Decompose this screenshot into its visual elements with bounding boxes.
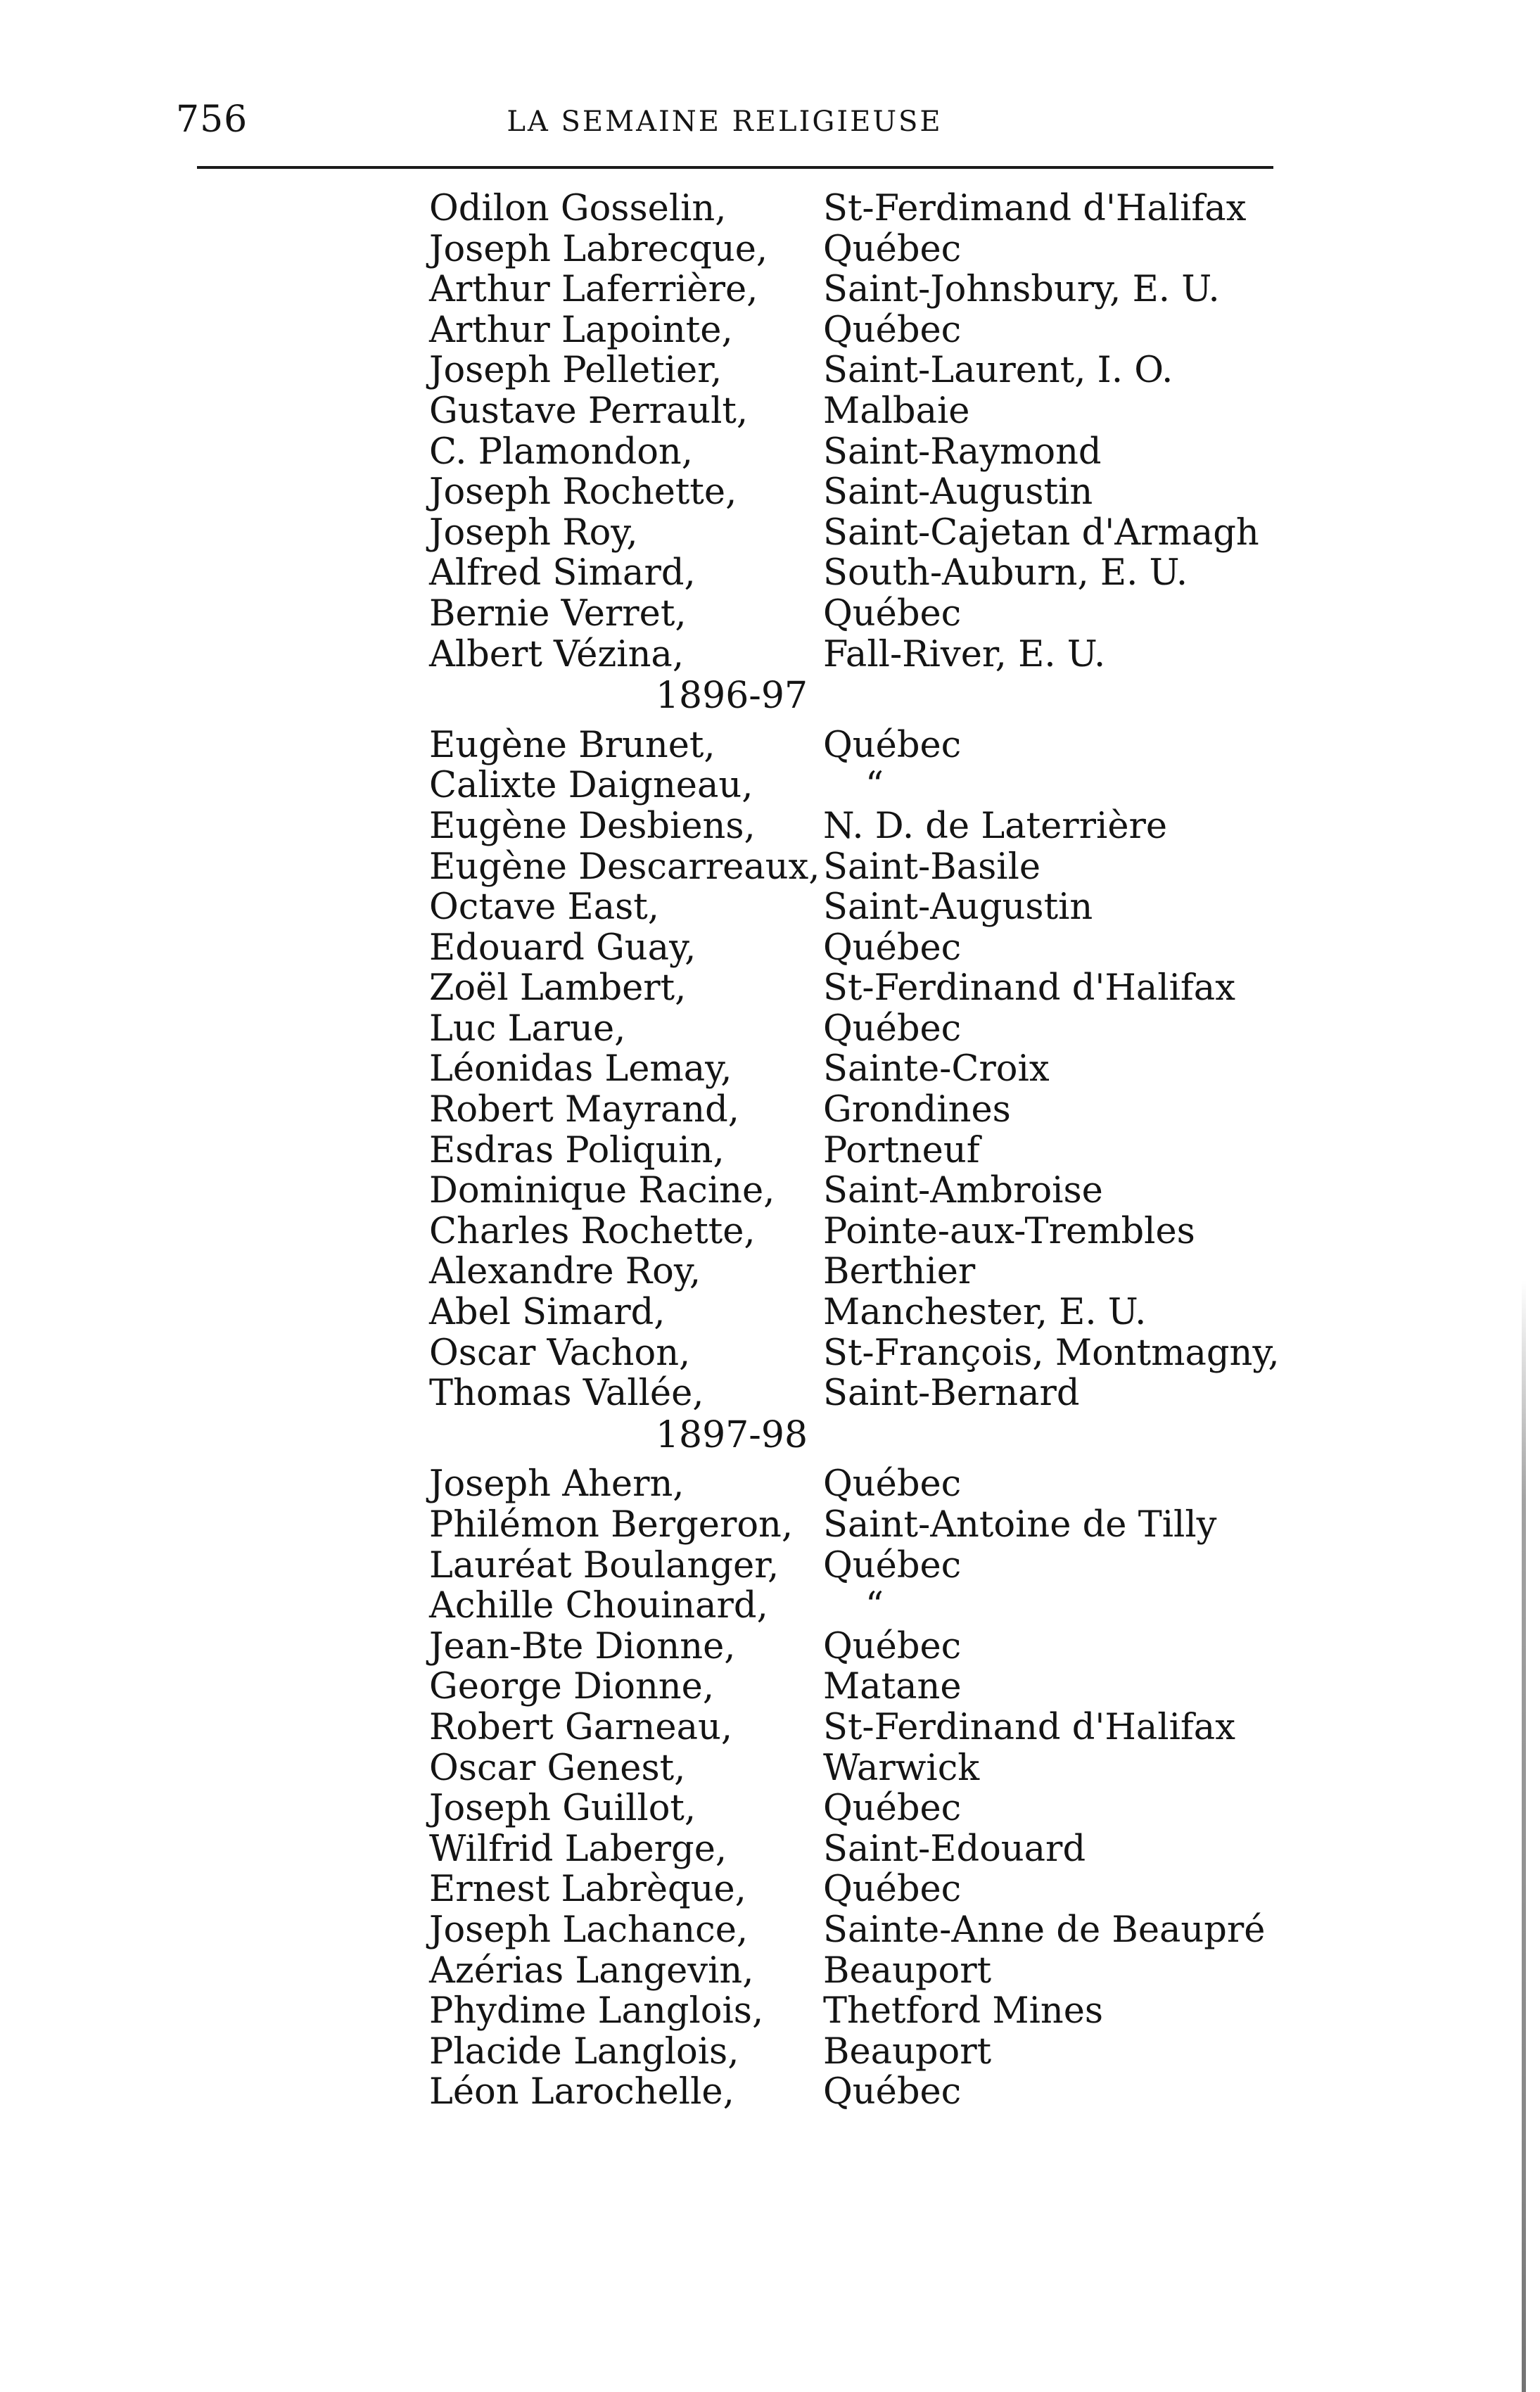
place-name: Québec xyxy=(823,1625,962,1667)
place-name: Sainte-Anne de Beaupré xyxy=(823,1909,1266,1951)
place-name: Saint-Augustin xyxy=(823,886,1093,929)
person-name: Eugène Desbiens, xyxy=(429,805,756,847)
list-item xyxy=(429,635,1302,675)
person-name: Odilon Gosselin, xyxy=(429,188,727,229)
person-name: Thomas Vallée, xyxy=(429,1373,704,1415)
place-name: Québec xyxy=(823,2071,962,2113)
list-item xyxy=(429,1829,1302,1870)
list-item xyxy=(429,229,1302,270)
list-item xyxy=(429,1910,1302,1951)
list-item xyxy=(429,1090,1302,1131)
running-title: LA SEMAINE RELIGIEUSE xyxy=(507,106,943,138)
person-name: Robert Garneau, xyxy=(429,1706,733,1748)
person-name: Oscar Genest, xyxy=(429,1747,686,1789)
place-name: St-Ferdimand d'Halifax xyxy=(823,188,1247,229)
place-name: Portneuf xyxy=(823,1129,980,1171)
list-item xyxy=(429,1505,1302,1546)
page-header xyxy=(176,98,1273,162)
list-item xyxy=(429,1333,1302,1374)
list-item xyxy=(429,1546,1302,1586)
ditto-mark: “ xyxy=(865,765,884,807)
list-item xyxy=(429,1049,1302,1090)
list-item xyxy=(429,269,1302,310)
ditto-mark: “ xyxy=(865,1585,884,1627)
list-item xyxy=(429,725,1302,766)
person-name: Lauréat Boulanger, xyxy=(429,1544,779,1586)
list-item xyxy=(429,189,1302,229)
list-item xyxy=(429,472,1302,513)
list-item xyxy=(429,1292,1302,1333)
place-name: Saint-Edouard xyxy=(823,1828,1086,1870)
person-name: Placide Langlois, xyxy=(429,2030,739,2073)
place-name: Québec xyxy=(823,592,962,635)
place-name: Québec xyxy=(823,1788,962,1830)
place-name: Saint-Cajetan d'Armagh xyxy=(823,511,1259,554)
person-name: George Dionne, xyxy=(429,1666,715,1708)
list-item xyxy=(429,1586,1302,1627)
person-name: Joseph Lachance, xyxy=(429,1909,749,1951)
person-name: Bernie Verret, xyxy=(429,592,687,635)
list-item xyxy=(429,1788,1302,1829)
person-name: Arthur Lapointe, xyxy=(429,309,733,351)
person-name: Zoël Lambert, xyxy=(429,967,687,1010)
person-name: Robert Mayrand, xyxy=(429,1089,739,1131)
list-item xyxy=(429,1951,1302,1992)
place-name: Matane xyxy=(823,1666,962,1708)
scan-edge-shadow xyxy=(1522,1280,1526,2392)
person-name: Joseph Ahern, xyxy=(429,1463,685,1506)
section-year-heading: 1896-97 xyxy=(655,675,808,718)
list-item xyxy=(429,391,1302,432)
place-name: Saint-Johnsbury, E. U. xyxy=(823,269,1220,311)
person-name: Léonidas Lemay, xyxy=(429,1048,732,1090)
list-item xyxy=(429,432,1302,473)
place-name: Québec xyxy=(823,724,962,766)
list-item xyxy=(429,1211,1302,1252)
person-name: Joseph Roy, xyxy=(429,511,638,554)
list-item xyxy=(429,1869,1302,1910)
person-name: Abel Simard, xyxy=(429,1292,666,1334)
person-name: Esdras Poliquin, xyxy=(429,1129,725,1171)
place-name: Beauport xyxy=(823,2030,992,2073)
list-item xyxy=(429,553,1302,594)
list-item xyxy=(429,350,1302,391)
list-item xyxy=(429,1252,1302,1292)
place-name: Québec xyxy=(823,1544,962,1586)
page-number: 756 xyxy=(176,98,248,141)
place-name: Manchester, E. U. xyxy=(823,1292,1147,1334)
list-item xyxy=(429,1748,1302,1789)
place-name: Malbaie xyxy=(823,390,970,432)
place-name: Warwick xyxy=(823,1747,980,1789)
place-name: Grondines xyxy=(823,1089,1011,1131)
person-name: Albert Vézina, xyxy=(429,633,685,675)
person-name: Gustave Perrault, xyxy=(429,390,749,432)
person-name: Eugène Descarreaux, xyxy=(429,846,820,888)
place-name: Québec xyxy=(823,1869,962,1911)
place-name: Saint-Augustin xyxy=(823,471,1093,514)
person-name: Joseph Labrecque, xyxy=(429,228,768,270)
person-name: Wilfrid Laberge, xyxy=(429,1828,727,1870)
list-item xyxy=(429,765,1302,806)
list-item xyxy=(429,2072,1302,2113)
person-name: Phydime Langlois, xyxy=(429,1990,764,2032)
person-name: Ernest Labrèque, xyxy=(429,1869,746,1911)
place-name: Fall-River, E. U. xyxy=(823,633,1106,675)
person-name: Dominique Racine, xyxy=(429,1170,775,1212)
place-name: Beauport xyxy=(823,1949,992,1992)
place-name: Saint-Bernard xyxy=(823,1373,1080,1415)
section-year-heading: 1897-98 xyxy=(655,1413,808,1456)
place-name: Thetford Mines xyxy=(823,1990,1104,2032)
place-name: Québec xyxy=(823,1007,962,1050)
person-name: Alexandre Roy, xyxy=(429,1251,701,1293)
place-name: Saint-Ambroise xyxy=(823,1170,1103,1212)
list-item xyxy=(429,2032,1302,2073)
place-name: Pointe-aux-Trembles xyxy=(823,1210,1195,1252)
place-name: St-François, Montmagny, xyxy=(823,1332,1280,1374)
list-item xyxy=(429,968,1302,1009)
list-item xyxy=(429,310,1302,351)
place-name: St-Ferdinand d'Halifax xyxy=(823,1706,1235,1748)
list-item xyxy=(429,594,1302,635)
place-name: Sainte-Croix xyxy=(823,1048,1050,1090)
list-item xyxy=(429,1464,1302,1505)
list-item xyxy=(429,1373,1302,1414)
list-item xyxy=(429,847,1302,888)
place-name: Saint-Raymond xyxy=(823,431,1102,473)
name-place-listing xyxy=(429,189,1302,2113)
place-name: N. D. de Laterrière xyxy=(823,805,1168,847)
person-name: Léon Larochelle, xyxy=(429,2071,734,2113)
list-item xyxy=(429,1667,1302,1707)
place-name: St-Ferdinand d'Halifax xyxy=(823,967,1235,1010)
person-name: Alfred Simard, xyxy=(429,552,696,594)
list-item xyxy=(429,1627,1302,1667)
place-name: Berthier xyxy=(823,1251,976,1293)
person-name: Luc Larue, xyxy=(429,1007,626,1050)
list-item xyxy=(429,806,1302,847)
list-item xyxy=(429,1009,1302,1050)
list-item xyxy=(429,1991,1302,2032)
list-item xyxy=(429,887,1302,928)
person-name: Eugène Brunet, xyxy=(429,724,715,766)
person-name: Joseph Guillot, xyxy=(429,1788,696,1830)
person-name: C. Plamondon, xyxy=(429,431,693,473)
person-name: Octave East, xyxy=(429,886,659,929)
place-name: South-Auburn, E. U. xyxy=(823,552,1188,594)
person-name: Jean-Bte Dionne, xyxy=(429,1625,736,1667)
person-name: Oscar Vachon, xyxy=(429,1332,691,1374)
list-item xyxy=(429,1131,1302,1171)
person-name: Azérias Langevin, xyxy=(429,1949,754,1992)
person-name: Calixte Daigneau, xyxy=(429,765,753,807)
list-item xyxy=(429,1171,1302,1211)
person-name: Philémon Bergeron, xyxy=(429,1504,794,1546)
person-name: Charles Rochette, xyxy=(429,1210,756,1252)
person-name: Joseph Pelletier, xyxy=(429,350,723,392)
list-item xyxy=(429,513,1302,554)
place-name: Saint-Laurent, I. O. xyxy=(823,350,1173,392)
place-name: Saint-Antoine de Tilly xyxy=(823,1504,1217,1546)
place-name: Québec xyxy=(823,228,962,270)
place-name: Québec xyxy=(823,1463,962,1506)
place-name: Saint-Basile xyxy=(823,846,1041,888)
header-rule xyxy=(197,166,1273,169)
list-item xyxy=(429,928,1302,969)
place-name: Québec xyxy=(823,309,962,351)
person-name: Achille Chouinard, xyxy=(429,1585,768,1627)
person-name: Arthur Laferrière, xyxy=(429,269,758,311)
list-item xyxy=(429,1707,1302,1748)
person-name: Edouard Guay, xyxy=(429,927,696,969)
place-name: Québec xyxy=(823,927,962,969)
person-name: Joseph Rochette, xyxy=(429,471,737,514)
